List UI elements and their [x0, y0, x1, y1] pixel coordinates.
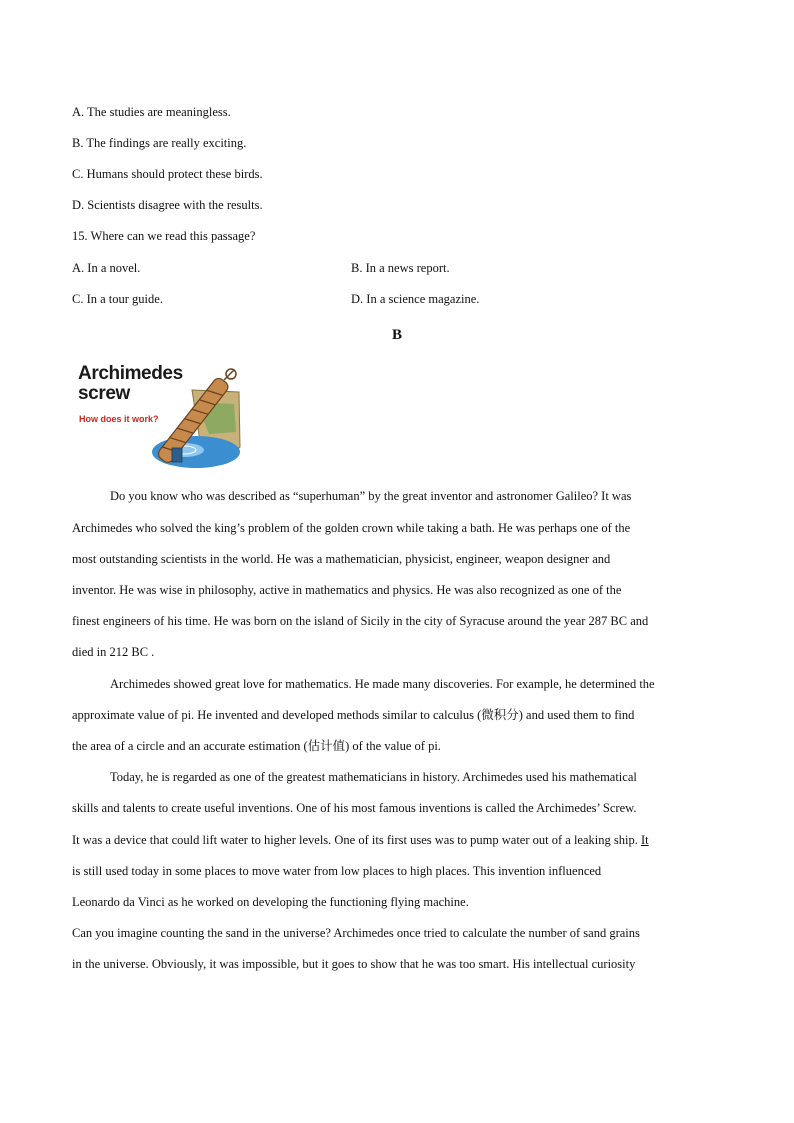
q15-stem: 15. Where can we read this passage? — [72, 229, 256, 243]
passage-line-text: It was a device that could lift water to higher levels. One of its first uses was to pump water out of a leaking ship. — [72, 833, 638, 847]
figure-title-line1: Archimedes — [78, 363, 183, 384]
section-label: B — [391, 327, 402, 343]
archimedes-screw-figure — [74, 362, 244, 474]
passage-line: Leonardo da Vinci as he worked on developing the functioning flying machine. — [72, 895, 469, 909]
q14-option-a: A. The studies are meaningless. — [72, 105, 231, 119]
passage-line: Archimedes who solved the king’s problem of the golden crown while taking a bath. He was perhaps one of the — [72, 521, 631, 535]
passage-line: approximate value of pi. He invented and developed methods similar to calculus (微积分) and used them to find — [72, 708, 635, 722]
q15-option-d: D. In a science magazine. — [351, 292, 480, 306]
passage-line: Archimedes showed great love for mathematics. He made many discoveries. For example, he determined the — [110, 677, 655, 691]
q14-option-c: C. Humans should protect these birds. — [72, 167, 263, 181]
figure-subtitle: How does it work? — [79, 414, 159, 424]
passage-line: Do you know who was described as “superhuman” by the great inventor and astronomer Galileo? It was — [110, 489, 632, 503]
passage-line — [72, 832, 722, 848]
passage-line: is still used today in some places to move water from low places to high places. This invention influenced — [72, 864, 602, 878]
q15-option-a: A. In a novel. — [72, 261, 141, 275]
passage-line: inventor. He was wise in philosophy, active in mathematics and physics. He was also recognized as one of the — [72, 583, 622, 597]
figure-title — [78, 364, 183, 404]
q15-option-c: C. In a tour guide. — [72, 292, 163, 306]
passage-line: Today, he is regarded as one of the greatest mathematicians in history. Archimedes used his mathematical — [110, 770, 637, 784]
passage-line: died in 212 BC . — [72, 645, 155, 659]
passage-line: in the universe. Obviously, it was impossible, but it goes to show that he was too smart. His intellectual curiosity — [72, 957, 636, 971]
passage-line: finest engineers of his time. He was born on the island of Sicily in the city of Syracuse around the year 287 BC and — [72, 614, 649, 628]
q14-option-b: B. The findings are really exciting. — [72, 136, 247, 150]
q14-option-d: D. Scientists disagree with the results. — [72, 198, 263, 212]
figure-title-line2: screw — [78, 383, 130, 404]
passage-line: the area of a circle and an accurate estimation (估计值) of the value of pi. — [72, 739, 441, 753]
passage-line: skills and talents to create useful inventions. One of his most famous inventions is called the Archimedes’ Screw. — [72, 801, 637, 815]
passage-line: Can you imagine counting the sand in the universe? Archimedes once tried to calculate the number of sand grains — [72, 926, 640, 940]
passage-line: most outstanding scientists in the world. He was a mathematician, physicist, engineer, weapon designer and — [72, 552, 611, 566]
underlined-word: It — [640, 833, 649, 847]
q15-option-b: B. In a news report. — [351, 261, 450, 275]
